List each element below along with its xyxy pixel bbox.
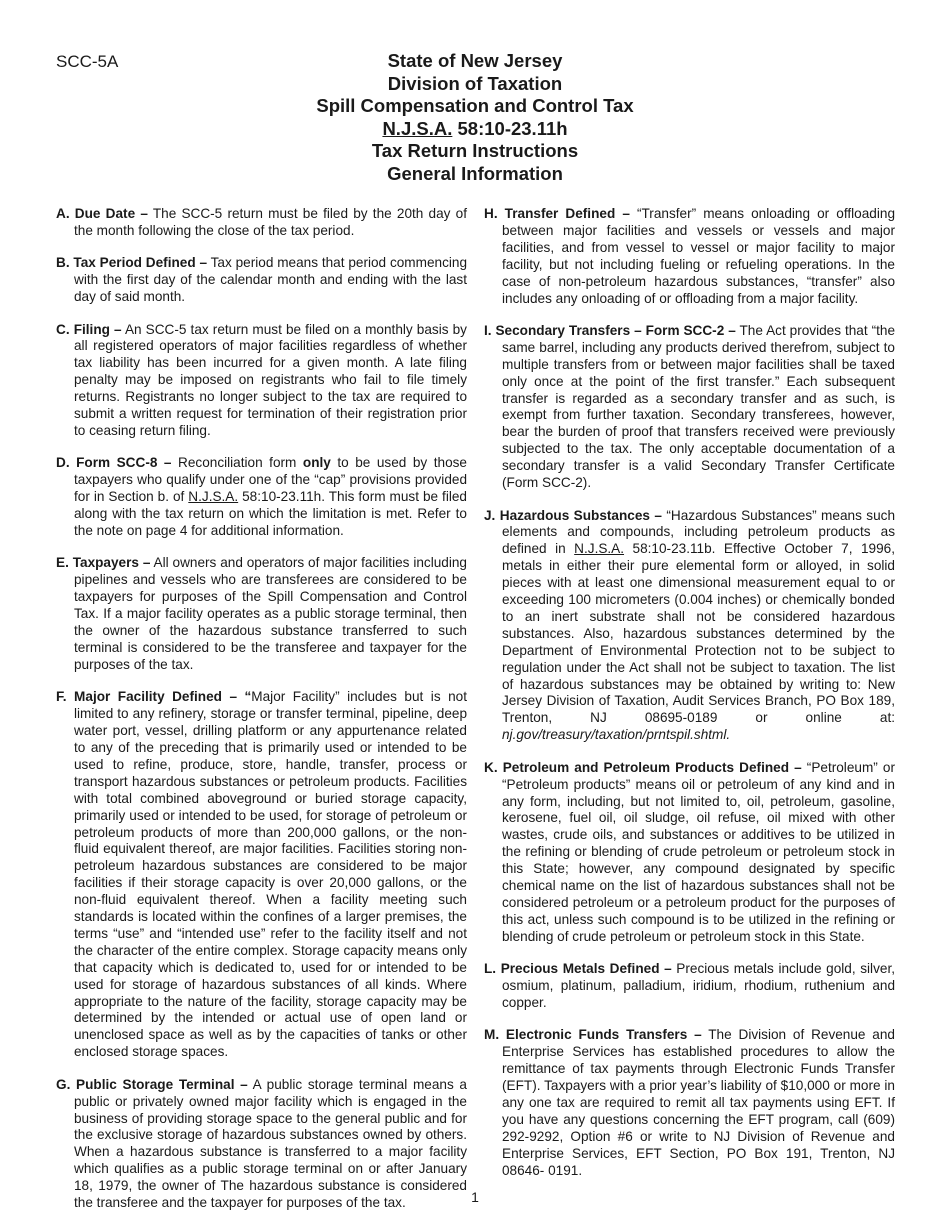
item-text: “Petroleum” or “Petroleum products” means oil or petroleum of any kind and in any form, including, but not limited to, oil, petroleum, gasoline, kerosene, fuel oil, oil sludge, oil refuse, oil mixed with other wastes, crude oils, and substances or additives to be utilized in the refining or blending of crude petroleum or petroleum stock in this State; however, any compound designated by specific chemical name on the list of hazardous substances shall not be considered petroleum or a petroleum product for the purposes of this act, unless such compound is to be utilized in the refining or blending of crude petroleum or petroleum stock in this State. [502,759,895,944]
header-division: Division of Taxation [387,72,563,94]
item-filing [56,322,467,440]
form-id: SCC-5A [56,52,119,71]
item-text: A public storage terminal means a public or privately owned major facility which is engaged in the business of providing storage space to the general public and for the exclusive storage of hazardous substances owned by others. When a hazardous substance is transferred to a major facility which qualifies as a public storage terminal on or after January 18, 1979, the owner of The hazardous substance is considered the transferee and the taxpayer for purposes of the tax. [74,1076,467,1211]
item-lead: D. Form SCC-8 – [56,455,172,471]
statute-ref: N.J.S.A. [574,541,625,557]
item-lead: H. Transfer Defined – [484,206,630,221]
item-text: Major Facility” includes but is not limited to any refinery, storage or transfer terminal, pipeline, deep water port, vessel, drilling platform or any appurtenance related to any of the preceding that is primarily used or intended to be used to refine, produce, store, handle, transfer, process or transport hazardous substances or petroleum products. Facilities with total combined aboveground or buried storage capacity, primarily used or intended to be used, for storage of petroleum or petroleum products of more than 200,000 gallons, or the non-fluid equivalent thereof, are major facilities. Facilities storing non-petroleum hazardous substances are considered to be major facilities if their storage capacity is over 20,000 gallons, or the non-fluid equivalent thereof. When a facility meeting such standards is located within the confines of a larger premises, the terms “use” and “intended use” refer to the facility itself and not the character of the entire complex. Storage capacity means only that capacity which is dedicated to, used for or intended to be used for storage of hazardous substances of all kinds. Where appropriate to the nature of the facility, storage capacity may be determined by the intended or actual use of open land or unenclosed space as well as by the capacities of tanks or other enclosed storage spaces. [74,689,468,1060]
header-statute-abbr: N.J.S.A. [382,117,453,139]
website-link[interactable]: nj.gov/treasury/taxation/prntspil.shtml. [502,727,731,743]
item-electronic-funds-transfers [484,1027,895,1179]
item-precious-metals [484,961,895,1012]
item-text: An SCC-5 tax return must be filed on a monthly basis by all registered operators of major facilities regardless of whether tax liability has been incurred for a given month. A late filing penalty may be imposed on registrants who fail to file timely returns. Registrants no longer subject to the tax are required to submit a written request for termination of their registration prior to ceasing return filing. [74,321,467,438]
item-text: “Hazardous Substances” means such elements and compounds, including petroleum products as defined in [502,507,895,557]
item-major-facility [56,689,467,1061]
item-lead: M. Electronic Funds Transfers – [484,1027,702,1043]
left-column [56,206,467,1227]
header-instructions: Tax Return Instructions [371,140,579,161]
item-due-date [56,206,467,240]
document-header [0,50,950,185]
item-text: 58:10-23.11h. This form must be filed along with the tax return on which the limitation is met. Refer to the note on page 4 for additional information. [74,489,467,538]
item-text: Precious metals include gold, silver, osmium, platinum, palladium, iridium, rhodium, ruthenium and copper. [502,961,895,1010]
item-text: Tax period means that period commencing with the first day of the calendar month and ending with the last day of said month. [74,255,468,305]
header-general-info: General Information [387,162,563,184]
header-statute-ref: 58:10-23.11h [452,117,568,139]
item-transfer-defined [484,206,895,307]
item-lead: J. Hazardous Substances – [484,507,662,523]
item-text: All owners and operators of major facilities including pipelines and vessels who are transferees are considered to be taxpayers for purposes of the Spill Compensation and Control Tax. If a major facility operates as a public storage terminal, then the owner of the hazardous substance transferred to such terminal is considered to be the transferee and taxpayer for the purposes of the tax. [74,555,467,672]
item-petroleum-defined [484,760,895,946]
header-statute [0,118,950,141]
right-column [484,206,895,1195]
item-text: 58:10-23.11b. Effective October 7, 1996, metals in either their pure elemental form or alloyed, in solid pieces with at least one dimensional measurement equal to or exceeding 100 micrometers (0.004 inches) or chemically bonded to an inert substrate shall not be considered hazardous substances. Also, hazardous substances determined by the Department of Environmental Protection not to be subject to regulation under the Act shall not be subject to taxation. The list of hazardous substances may be obtained by writing to: New Jersey Division of Taxation, Audit Services Branch, PO Box 189, Trenton, NJ 08695-0189 or online at: [502,541,895,726]
item-lead: K. Petroleum and Petroleum Products Defined – [484,759,802,775]
item-lead: F. Major Facility Defined – “ [56,689,252,705]
item-taxpayers [56,555,467,673]
item-text: Reconciliation form [171,455,303,471]
item-form-scc-8 [56,455,467,540]
statute-ref: N.J.S.A. [188,489,239,505]
item-lead: B. Tax Period Defined – [56,255,208,271]
page-number: 1 [471,1189,479,1205]
item-text: The Division of Revenue and Enterprise Services has established procedures to allow the remittance of tax payments through Electronic Funds Transfer (EFT). Taxpayers with a prior year’s liability of $10,000 or more in any one tax are required to remit all tax payments using EFT. If you have any questions concerning the EFT program, call (609) 292-9292, Option #6 or write to NJ Division of Revenue and Enterprise Services, EFT Section, PO Box 191, Trenton, NJ 08646- 0191. [502,1027,895,1178]
item-text: to be used by those taxpayers who qualify under one of the “cap” provisions provided for in Section b. of [74,455,467,505]
item-text: “Transfer” means onloading or offloading between major facilities and vessels or vessels and major facilities, and from vessel to vessel or major facility to major facility, but not including fueling or refueling operations. In the case of non-petroleum hazardous substances, “transfer” also includes any onloading of or offloading from a major facility. [502,206,895,306]
item-text: The Act provides that “the same barrel, including any products derived therefrom, subject to multiple transfers from or between major facilities shall be taxed only once at the point of the first transfer.” Each subsequent transfer is regarded as a secondary transfer and as such, is exempt from further taxation. Secondary transferees, however, bear the burden of proof that transfers received were previously subjected to the tax. The only acceptable documentation of a secondary transfer is a valid Secondary Transfer Certificate (Form SCC-2). [502,322,896,491]
item-emphasis: only [302,455,331,471]
item-lead: C. Filing – [56,321,122,337]
item-lead: L. Precious Metals Defined – [484,961,672,977]
item-lead: E. Taxpayers – [56,555,151,571]
header-state: State of New Jersey [387,50,563,71]
item-secondary-transfers [484,323,895,492]
item-lead: I. Secondary Transfers – Form SCC-2 – [484,322,736,338]
header-tax-name: Spill Compensation and Control Tax [316,95,634,116]
item-text: The SCC-5 return must be filed by the 20th day of the month following the close of the tax period. [74,206,467,238]
item-lead: A. Due Date – [56,206,148,221]
item-hazardous-substances [484,508,895,745]
item-lead: G. Public Storage Terminal – [56,1076,248,1092]
item-tax-period [56,255,467,306]
